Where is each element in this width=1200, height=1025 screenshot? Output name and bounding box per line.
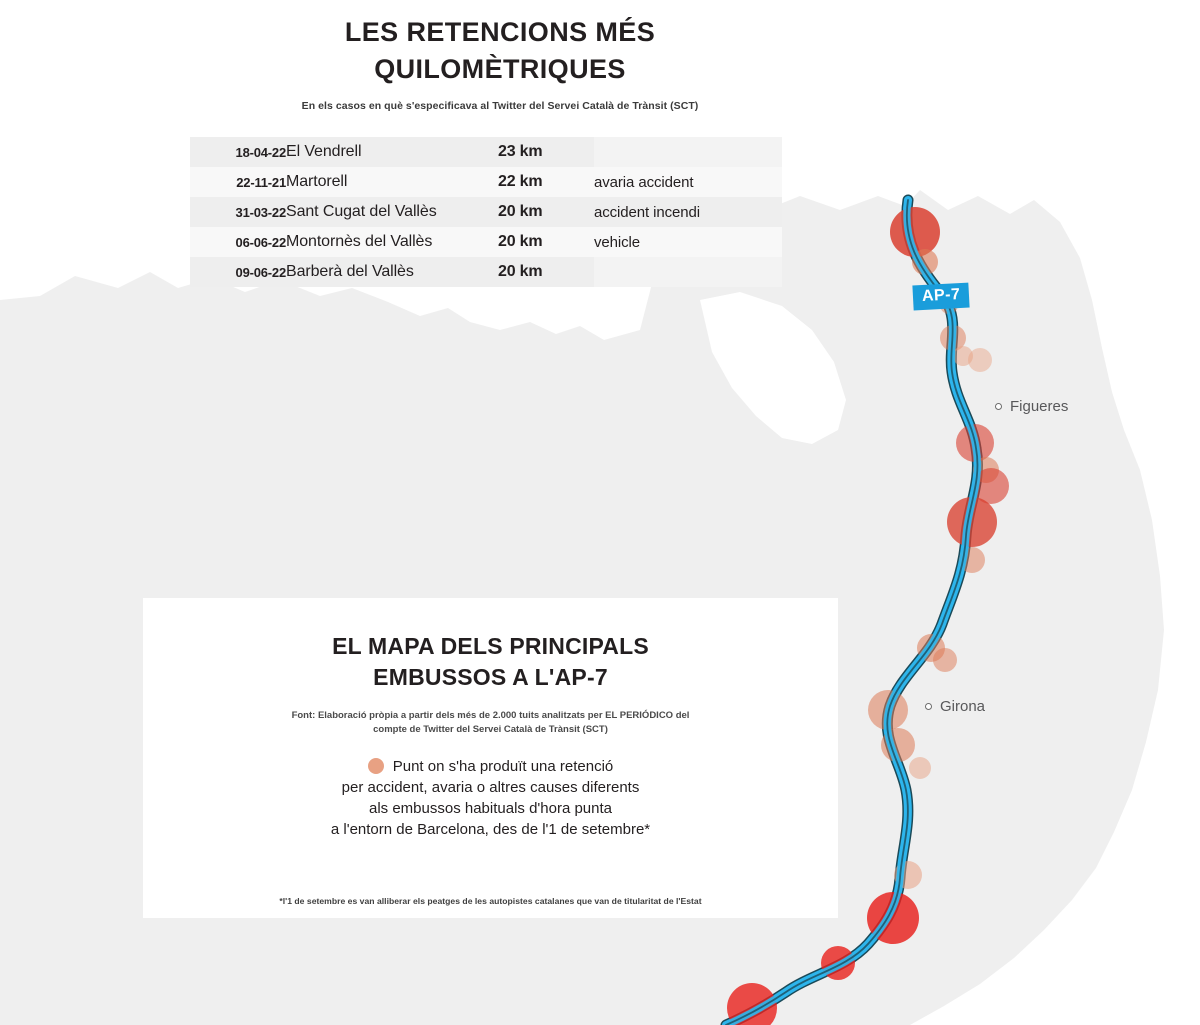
congestion-point bbox=[933, 648, 957, 672]
cell-date: 18-04-22 bbox=[190, 137, 286, 167]
cell-kilometres: 23 km bbox=[498, 137, 594, 167]
page-title bbox=[0, 14, 1000, 89]
cell-kilometres: 20 km bbox=[498, 257, 594, 287]
page-title-line2: QUILOMÈTRIQUES bbox=[374, 54, 626, 85]
cell-kilometres: 20 km bbox=[498, 227, 594, 257]
cell-cause: vehicle bbox=[594, 227, 782, 257]
cell-kilometres: 20 km bbox=[498, 197, 594, 227]
ap7-road-badge: AP-7 bbox=[912, 283, 970, 311]
page-title-line1: LES RETENCIONS MÉS bbox=[344, 17, 656, 47]
cell-cause bbox=[594, 257, 782, 287]
cell-date: 22-11-21 bbox=[190, 167, 286, 197]
legend-row-primary bbox=[143, 756, 838, 777]
cell-place: Montornès del Vallès bbox=[286, 227, 498, 257]
panel-source bbox=[231, 709, 750, 738]
cell-place: El Vendrell bbox=[286, 137, 498, 167]
map-legend bbox=[143, 756, 838, 841]
cell-date: 31-03-22 bbox=[190, 197, 286, 227]
table-row bbox=[190, 257, 782, 287]
cell-kilometres: 22 km bbox=[498, 167, 594, 197]
legend-text-line1: Punt on s'ha produït una retenció bbox=[392, 757, 614, 775]
panel-source-line2: compte de Twitter del Servei Català de Trànsit (SCT) bbox=[373, 724, 608, 736]
panel-footnote: *l'1 de setembre es van alliberar els peatges de les autopistes catalanes que van de titularitat de l'Estat bbox=[279, 896, 702, 906]
cell-cause: avaria accident bbox=[594, 167, 782, 197]
city-label-figueres bbox=[995, 398, 1068, 415]
congestion-point bbox=[968, 348, 992, 372]
table-row bbox=[190, 227, 782, 257]
cell-place: Sant Cugat del Vallès bbox=[286, 197, 498, 227]
top-header bbox=[0, 0, 1000, 112]
table-row bbox=[190, 137, 782, 167]
cell-place: Barberà del Vallès bbox=[286, 257, 498, 287]
ranking-table bbox=[190, 137, 782, 287]
congestion-point bbox=[909, 757, 931, 779]
city-marker-icon bbox=[995, 403, 1002, 410]
city-name: Girona bbox=[940, 698, 986, 715]
city-marker-icon bbox=[925, 703, 932, 710]
page-subtitle: En els casos en què s'especificava al Twitter del Servei Català de Trànsit (SCT) bbox=[301, 99, 699, 112]
panel-title-line2: EMBUSSOS A L'AP-7 bbox=[373, 664, 608, 691]
panel-title bbox=[203, 631, 778, 693]
cell-date: 09-06-22 bbox=[190, 257, 286, 287]
legend-text-line4: a l'entorn de Barcelona, des de l'1 de setembre* bbox=[330, 821, 651, 839]
cell-cause: accident incendi bbox=[594, 197, 782, 227]
panel-source-line1: Font: Elaboració pròpia a partir dels més de 2.000 tuits analitzats per EL PERIÓDICO del bbox=[291, 710, 690, 722]
legend-text-line2: per accident, avaria o altres causes diferents bbox=[341, 778, 640, 796]
ranking-table-body bbox=[190, 137, 782, 287]
city-name: Figueres bbox=[1010, 398, 1069, 415]
table-row bbox=[190, 197, 782, 227]
city-label-girona bbox=[925, 698, 985, 715]
cell-place: Martorell bbox=[286, 167, 498, 197]
cell-date: 06-06-22 bbox=[190, 227, 286, 257]
legend-dot-icon bbox=[368, 758, 384, 774]
map-info-panel bbox=[143, 598, 838, 918]
table-row bbox=[190, 167, 782, 197]
legend-text-line3: als embussos habituals d'hora punta bbox=[368, 800, 613, 818]
cell-cause bbox=[594, 137, 782, 167]
panel-title-line1: EL MAPA DELS PRINCIPALS bbox=[332, 633, 649, 659]
